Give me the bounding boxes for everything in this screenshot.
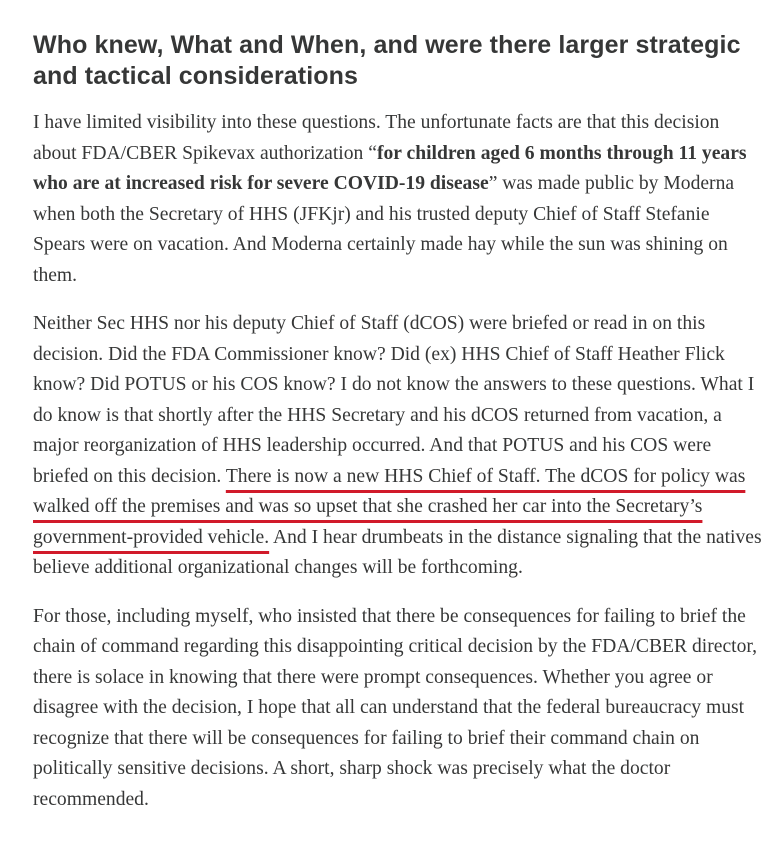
- paragraph-2: [33, 309, 763, 584]
- article-body: [33, 30, 763, 833]
- section-heading: Who knew, What and When, and were there larger strategic and tactical considerations: [33, 31, 741, 90]
- paragraph-2-text-a: Neither Sec HHS nor his deputy Chief of Staff (dCOS) were briefed or read in on this decision. Did the FDA Commissioner know? Did (ex) HHS Chief of Staff Heather Flick know? Did POTUS or his COS know? I do not know the answers to these questions. What I do know is that shortly after the HHS Secretary and his dCOS returned from vacation, a major reorganization of HHS leadership occurred. And that POTUS and his COS were briefed on this decision.: [33, 313, 755, 487]
- paragraph-2-red-underlined-text: There is now a new HHS Chief of Staff. The dCOS for policy was walked off the premises and was so upset that she crashed her car into the Secretary’s government-provided vehicle.: [33, 465, 746, 548]
- paragraph-1: [33, 108, 763, 291]
- paragraph-1-text-b: ” was made public by Moderna when both the Secretary of HHS (JFKjr) and his trusted deputy Chief of Staff Stefanie Spears were on vacation. And Moderna certainly made hay while the sun was shining on them.: [33, 173, 735, 286]
- paragraph-2-text-b: And I hear drumbeats in the distance signaling that the natives believe additional organizational changes will be forthcoming.: [33, 526, 762, 578]
- paragraph-3: For those, including myself, who insisted that there be consequences for failing to brief the chain of command regarding this disappointing critical decision by the FDA/CBER director, there is solace in knowing that there were prompt consequences. Whether you agree or disagree with the decision, I hope that all can understand that the federal bureaucracy must recognize that there will be consequences for failing to brief their command chain on politically sensitive decisions. A short, sharp shock was precisely what the doctor recommended.: [33, 605, 758, 810]
- paragraph-1-text-a: I have limited visibility into these questions. The unfortunate facts are that this decision about FDA/CBER Spikevax authorization “: [33, 112, 720, 164]
- paragraph-1-bold-quote: for children aged 6 months through 11 years who are at increased risk for severe COVID-19 disease: [33, 142, 747, 194]
